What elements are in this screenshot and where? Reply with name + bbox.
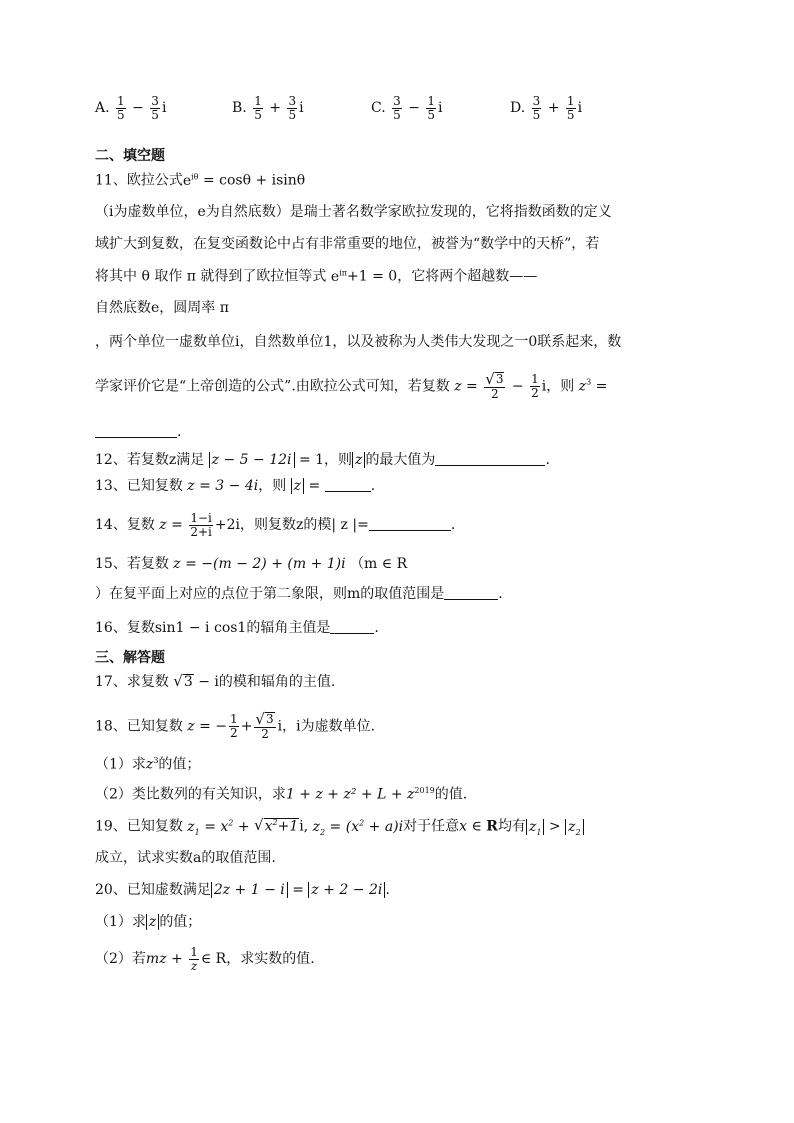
question-20-part-2: （2）若mz + $\frac{1}{z}$ ∈ R，求实数的值. <box>95 945 315 973</box>
question-15-line-1: 15、若复数 z = −(m − 2) + (m + 1)i （m ∈ R <box>95 556 408 572</box>
fraction: $\frac{1}{5}$ <box>427 94 436 122</box>
question-20: 20、已知虚数满足 2z + 1 − i = z + 2 − 2i . <box>95 882 390 898</box>
question-18-part-2: （2）类比数列的有关知识，求$1 + z + z^2 + L + z^{2019}$的值. <box>95 786 468 803</box>
answer-blank[interactable] <box>325 490 371 492</box>
answer-blank[interactable] <box>330 632 374 634</box>
option-c-label: C. <box>371 100 386 117</box>
section-heading-fill-in: 二、填空题 <box>95 148 165 164</box>
question-20-part-1: （1）求 z 的值； <box>95 914 202 930</box>
question-11-answer-line[interactable]: . <box>95 424 181 441</box>
question-19-line-1: 19、已知复数 $z_1 = x^2$ + √ $x^2+1$ i, $z_2 = (x^2 + a)i$对于任意x ∈ R均有 $z_1 > z_2$ <box>95 818 584 837</box>
question-16: 16、复数sin1 − i cos1的辐角主值是 . <box>95 620 379 636</box>
question-11-line-4: 将其中 θ 取作 π 就得到了欧拉恒等式 $e^{i\pi}+1 = 0$，它将两个超越数—— <box>95 268 538 285</box>
question-17: 17、求复数 √ 3 − i的模和辐角的主值. <box>95 672 336 691</box>
option-a[interactable]: A. $\frac{1}{5}$ − $\frac{3}{5}$ i <box>95 94 167 122</box>
answer-blank[interactable] <box>369 529 451 531</box>
question-11-line-5: 自然底数e，圆周率 π <box>95 300 229 316</box>
question-11-line-6: ，两个单位一虚数单位i，自然数单位1，以及被称为人类伟大发现之一0联系起来，数 <box>95 334 622 350</box>
section-heading-answer: 三、解答题 <box>95 650 165 666</box>
fraction: $\frac{3}{5}$ <box>151 94 159 122</box>
question-19-line-2: 成立，试求实数a的取值范围. <box>95 850 276 866</box>
option-b[interactable]: B. $\frac{1}{5}$ + $\frac{3}{5}$ i <box>232 94 304 122</box>
option-d-label: D. <box>510 100 526 117</box>
fraction: $\frac{1}{5}$ <box>566 94 575 122</box>
question-11-line-1: 11、欧拉公式$e^{i\theta} = \cos\theta + isin\theta$ <box>95 172 306 189</box>
question-18: 18、已知复数 z = − $\frac{1}{2}$ + √ 3 2 i，i为虚数单位. <box>95 710 376 741</box>
question-11-line-2: （i为虚数单位，e为自然底数）是瑞士著名数学家欧拉发现的，它将指数函数的定义 <box>95 204 612 220</box>
option-d[interactable]: D. $\frac{3}{5}$ + $\frac{1}{5}$ i <box>510 94 583 122</box>
question-11-line-3: 域扩大到复数，在复变函数论中占有非常重要的地位，被誉为“数学中的天桥”，若 <box>95 236 600 252</box>
question-11-line-7: 学家评价它是“上帝创造的公式”.由欧拉公式可知，若复数 z = √ 3 2 − $\frac{1}{2}$ i，则 $z^3$ = <box>95 370 608 401</box>
question-15-line-2: ）在复平面上对应的点位于第二象限，则m的取值范围是 . <box>95 586 503 602</box>
question-14: 14、复数 z = $\frac{1-i}{2+i}$ +2i，则复数z的模| z |= . <box>95 511 456 539</box>
answer-blank[interactable] <box>444 598 498 600</box>
question-12: 12、若复数z满足 z − 5 − 12i = 1，则 z 的最大值为 . <box>95 452 550 468</box>
option-a-label: A. <box>95 100 110 117</box>
fraction: $\frac{1}{5}$ <box>117 94 125 122</box>
fraction: $\frac{3}{5}$ <box>532 94 541 122</box>
fraction: $\frac{1}{5}$ <box>254 94 262 122</box>
option-c[interactable]: C. $\frac{3}{5}$ − $\frac{1}{5}$ i <box>371 94 443 122</box>
fraction: $\frac{3}{5}$ <box>288 94 297 122</box>
answer-blank[interactable] <box>95 436 177 438</box>
question-18-part-1: （1）求$z^3$的值； <box>95 756 201 773</box>
question-13: 13、已知复数 z = 3 − 4i，则 z = . <box>95 478 376 494</box>
option-b-label: B. <box>232 100 247 117</box>
fraction: $\frac{3}{5}$ <box>393 94 401 122</box>
answer-blank[interactable] <box>435 464 545 466</box>
